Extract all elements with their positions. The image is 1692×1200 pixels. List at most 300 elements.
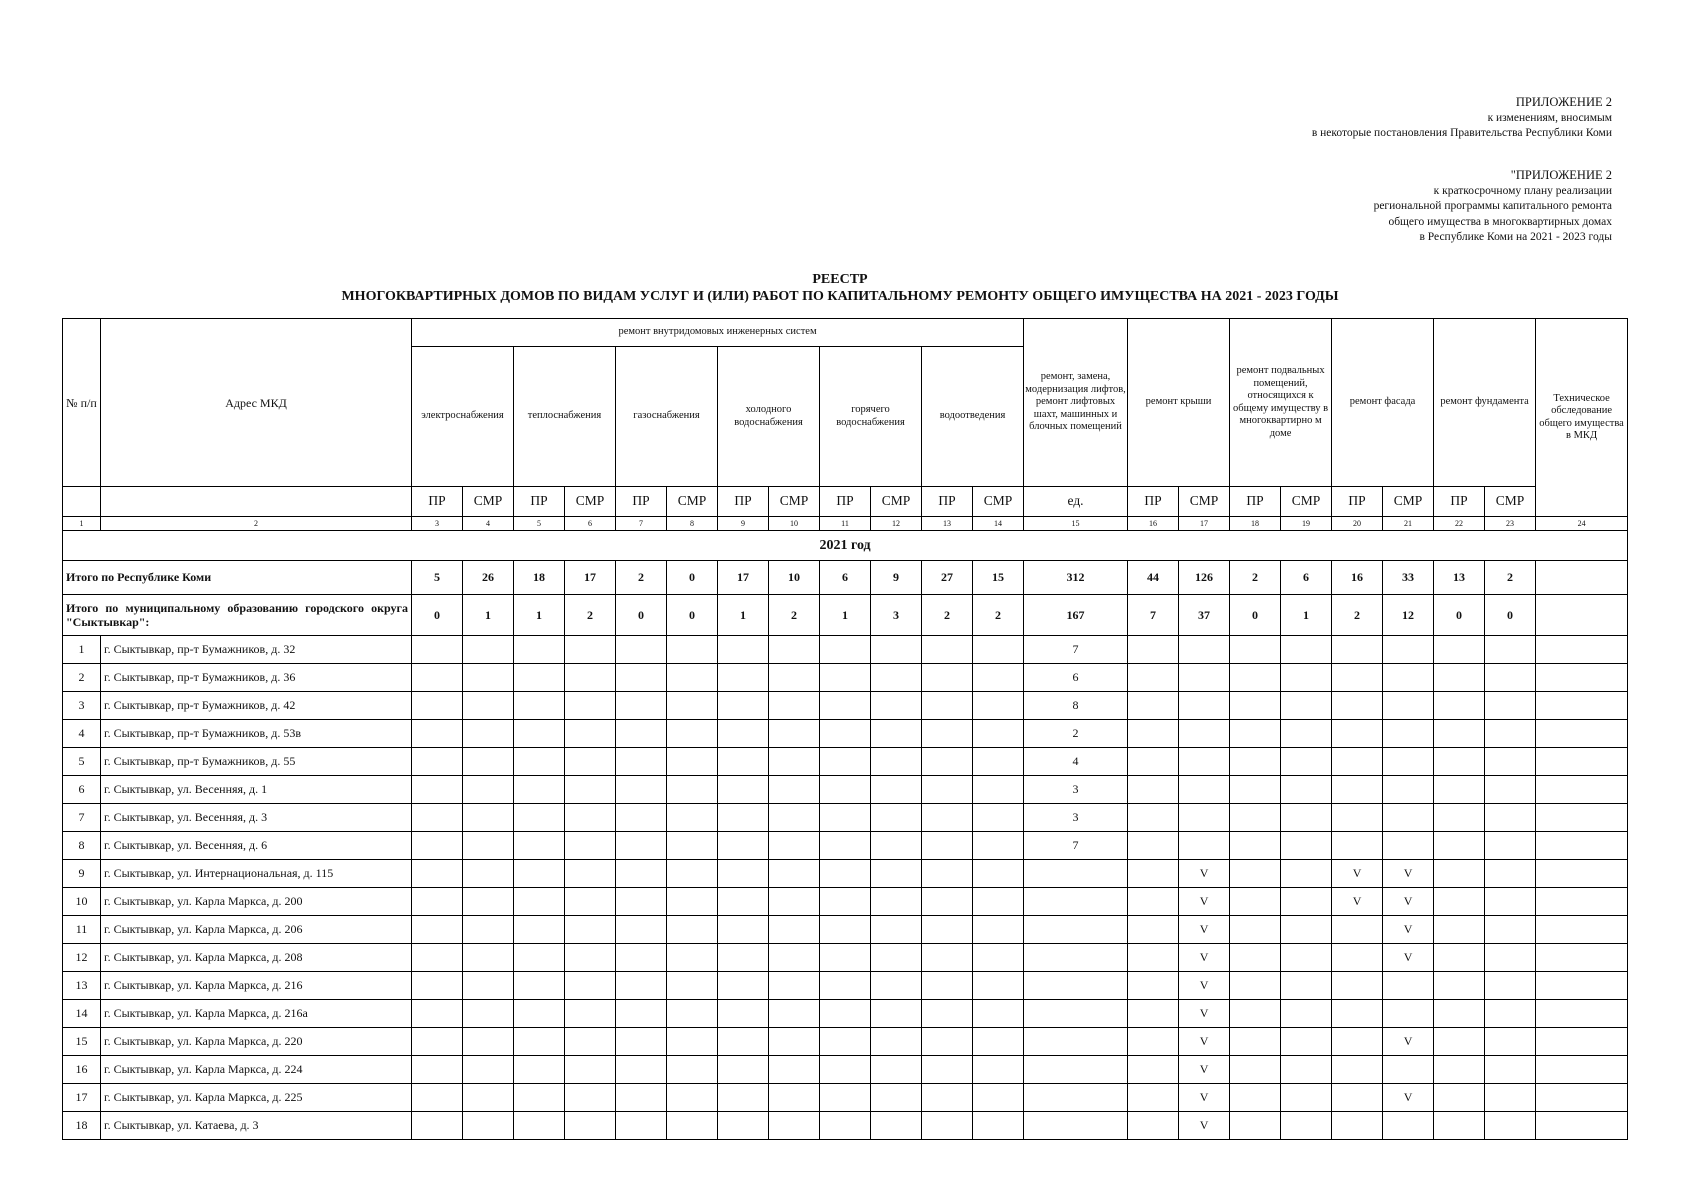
row-cell: [973, 1028, 1024, 1056]
total-syktyvkar-row-value: 2: [565, 595, 616, 636]
row-cell: [514, 804, 565, 832]
table-row: [63, 860, 1628, 888]
row-basement-pr: [1230, 720, 1281, 748]
row-cell: [871, 776, 922, 804]
row-cell: [514, 776, 565, 804]
row-cell: [514, 832, 565, 860]
row-cell: [973, 1000, 1024, 1028]
row-cell: [922, 916, 973, 944]
row-cell: [922, 636, 973, 664]
sub-header-pr: ПР: [820, 487, 871, 517]
row-cell: [820, 636, 871, 664]
row-foundation-pr: [1434, 720, 1485, 748]
row-cell: [667, 776, 718, 804]
row-cell: [718, 1000, 769, 1028]
total-syktyvkar-row-value: 2: [922, 595, 973, 636]
row-tech: [1536, 1000, 1628, 1028]
row-roof-pr: [1128, 748, 1179, 776]
row-cell: [514, 1056, 565, 1084]
row-number: 17: [63, 1084, 101, 1112]
total-syktyvkar-row-label: Итого по муниципальному образованию городского округа "Сыктывкар":: [63, 595, 412, 636]
row-cell: [667, 1084, 718, 1112]
row-basement-smr: [1281, 944, 1332, 972]
row-facade-pr: [1332, 1028, 1383, 1056]
row-cell: [667, 720, 718, 748]
row-foundation-pr: [1434, 1028, 1485, 1056]
row-roof-pr: [1128, 1084, 1179, 1112]
row-roof-smr: V: [1179, 1028, 1230, 1056]
total-komi-row-value: 5: [412, 561, 463, 595]
row-foundation-pr: [1434, 860, 1485, 888]
row-basement-smr: [1281, 692, 1332, 720]
row-facade-smr: [1383, 1056, 1434, 1084]
row-cell: [667, 748, 718, 776]
column-number: 3: [412, 517, 463, 531]
row-cell: [412, 1112, 463, 1140]
row-lift: [1024, 1056, 1128, 1084]
row-facade-smr: [1383, 1000, 1434, 1028]
row-cell: [616, 1112, 667, 1140]
row-roof-smr: [1179, 804, 1230, 832]
row-roof-pr: [1128, 888, 1179, 916]
row-tech: [1536, 944, 1628, 972]
row-cell: [667, 1112, 718, 1140]
row-cell: [922, 748, 973, 776]
row-cell: [463, 748, 514, 776]
total-komi-row-value: 13: [1434, 561, 1485, 595]
row-facade-pr: V: [1332, 888, 1383, 916]
row-cell: [412, 860, 463, 888]
total-syktyvkar-row-value: 2: [973, 595, 1024, 636]
sub-header-smr: СМР: [565, 487, 616, 517]
sub-header-pr: ПР: [1128, 487, 1179, 517]
row-cell: [412, 1084, 463, 1112]
column-number: 6: [565, 517, 616, 531]
row-lift: [1024, 944, 1128, 972]
total-syktyvkar-row-value: 1: [463, 595, 514, 636]
row-cell: [565, 692, 616, 720]
sub-header-pr: ПР: [616, 487, 667, 517]
row-cell: [769, 776, 820, 804]
row-cell: [514, 748, 565, 776]
col-header-lift: ремонт, замена, модернизация лифтов, ремонт лифтовых шахт, машинных и блочных помещений: [1024, 319, 1128, 487]
row-tech: [1536, 1056, 1628, 1084]
row-cell: [412, 944, 463, 972]
row-roof-smr: [1179, 748, 1230, 776]
col-header-cold-water: холодного водоснабжения: [718, 347, 820, 487]
row-lift: [1024, 888, 1128, 916]
row-foundation-smr: [1485, 636, 1536, 664]
total-syktyvkar-row: [63, 595, 1628, 636]
row-roof-smr: V: [1179, 972, 1230, 1000]
col-header-basement: ремонт подвальных помещений, относящихся к общему имуществу в многоквартирно м доме: [1230, 319, 1332, 487]
row-lift: [1024, 1112, 1128, 1140]
row-lift: 7: [1024, 832, 1128, 860]
row-tech: [1536, 860, 1628, 888]
row-roof-pr: [1128, 776, 1179, 804]
registry-table: [62, 318, 1628, 1140]
table-row: [63, 1000, 1628, 1028]
row-cell: [412, 748, 463, 776]
table-row: [63, 832, 1628, 860]
table-row: [63, 720, 1628, 748]
year-row: [63, 531, 1628, 561]
row-foundation-smr: [1485, 804, 1536, 832]
row-foundation-smr: [1485, 1056, 1536, 1084]
total-komi-row-value: 312: [1024, 561, 1128, 595]
table-row: [63, 972, 1628, 1000]
col-header-tech-inspection: Техническое обследование общего имущества в МКД: [1536, 319, 1628, 517]
row-basement-pr: [1230, 972, 1281, 1000]
appendix-line: в некоторые постановления Правительства Республики Коми: [1311, 127, 1612, 139]
row-cell: [820, 944, 871, 972]
row-foundation-pr: [1434, 1112, 1485, 1140]
row-cell: [412, 888, 463, 916]
total-komi-row-value: 16: [1332, 561, 1383, 595]
row-basement-pr: [1230, 1028, 1281, 1056]
row-roof-pr: [1128, 1056, 1179, 1084]
row-cell: [514, 944, 565, 972]
row-cell: [973, 692, 1024, 720]
row-cell: [718, 860, 769, 888]
row-cell: [412, 1000, 463, 1028]
row-basement-pr: [1230, 664, 1281, 692]
row-cell: [463, 888, 514, 916]
row-cell: [514, 636, 565, 664]
row-cell: [616, 636, 667, 664]
row-foundation-smr: [1485, 1112, 1536, 1140]
row-cell: [463, 664, 514, 692]
row-cell: [871, 804, 922, 832]
row-cell: [871, 944, 922, 972]
row-cell: [769, 1000, 820, 1028]
row-cell: [412, 832, 463, 860]
row-basement-pr: [1230, 804, 1281, 832]
col-header-foundation: ремонт фундамента: [1434, 319, 1536, 487]
row-address: г. Сыктывкар, ул. Весенняя, д. 6: [101, 832, 412, 860]
row-tech: [1536, 888, 1628, 916]
row-roof-pr: [1128, 1112, 1179, 1140]
row-basement-pr: [1230, 1112, 1281, 1140]
row-cell: [871, 860, 922, 888]
row-cell: [769, 972, 820, 1000]
row-basement-pr: [1230, 776, 1281, 804]
row-facade-pr: [1332, 804, 1383, 832]
appendix-title: ПРИЛОЖЕНИЕ 2: [1515, 95, 1612, 109]
row-cell: [871, 1112, 922, 1140]
total-syktyvkar-row-value: 0: [616, 595, 667, 636]
appendix-line: общего имущества в многоквартирных домах: [1388, 215, 1612, 228]
total-syktyvkar-row-value: 0: [1230, 595, 1281, 636]
row-basement-smr: [1281, 776, 1332, 804]
row-foundation-smr: [1485, 972, 1536, 1000]
row-number: 11: [63, 916, 101, 944]
row-cell: [718, 888, 769, 916]
sub-header-smr: СМР: [1485, 487, 1536, 517]
column-number: 15: [1024, 517, 1128, 531]
row-cell: [463, 1028, 514, 1056]
row-roof-pr: [1128, 804, 1179, 832]
row-cell: [616, 860, 667, 888]
row-cell: [616, 692, 667, 720]
row-cell: [922, 720, 973, 748]
table-row: [63, 748, 1628, 776]
row-cell: [871, 1056, 922, 1084]
row-foundation-pr: [1434, 944, 1485, 972]
row-cell: [871, 636, 922, 664]
row-cell: [616, 720, 667, 748]
row-cell: [667, 804, 718, 832]
row-cell: [667, 916, 718, 944]
row-facade-smr: [1383, 1112, 1434, 1140]
sub-header-pr: ПР: [412, 487, 463, 517]
row-cell: [973, 748, 1024, 776]
total-syktyvkar-row-value: 0: [1485, 595, 1536, 636]
row-facade-pr: [1332, 972, 1383, 1000]
row-address: г. Сыктывкар, пр-т Бумажников, д. 42: [101, 692, 412, 720]
total-komi-row-value: 0: [667, 561, 718, 595]
row-cell: [871, 1000, 922, 1028]
row-lift: [1024, 916, 1128, 944]
row-cell: [922, 1112, 973, 1140]
row-foundation-pr: [1434, 636, 1485, 664]
row-cell: [412, 804, 463, 832]
row-tech: [1536, 972, 1628, 1000]
row-lift: [1024, 860, 1128, 888]
row-cell: [769, 832, 820, 860]
row-facade-pr: V: [1332, 860, 1383, 888]
row-cell: [769, 916, 820, 944]
row-facade-smr: [1383, 972, 1434, 1000]
row-cell: [463, 692, 514, 720]
row-facade-pr: [1332, 944, 1383, 972]
row-cell: [463, 972, 514, 1000]
row-facade-pr: [1332, 1000, 1383, 1028]
row-cell: [769, 944, 820, 972]
row-cell: [922, 776, 973, 804]
column-number: 23: [1485, 517, 1536, 531]
row-cell: [718, 1028, 769, 1056]
sub-header-smr: СМР: [769, 487, 820, 517]
row-address: г. Сыктывкар, ул. Карла Маркса, д. 206: [101, 916, 412, 944]
table-row: [63, 1084, 1628, 1112]
sub-header-pr: ПР: [1434, 487, 1485, 517]
row-cell: [565, 748, 616, 776]
table-row: [63, 1112, 1628, 1140]
row-cell: [973, 664, 1024, 692]
column-number: 2: [101, 517, 412, 531]
row-roof-pr: [1128, 972, 1179, 1000]
column-number: 4: [463, 517, 514, 531]
row-facade-pr: [1332, 636, 1383, 664]
row-basement-smr: [1281, 720, 1332, 748]
row-cell: [922, 888, 973, 916]
row-cell: [973, 888, 1024, 916]
row-cell: [922, 804, 973, 832]
total-komi-row-value: 2: [1230, 561, 1281, 595]
row-cell: [565, 1028, 616, 1056]
row-lift: [1024, 1028, 1128, 1056]
row-cell: [820, 916, 871, 944]
row-foundation-smr: [1485, 692, 1536, 720]
table-row: [63, 916, 1628, 944]
sub-header-smr: СМР: [973, 487, 1024, 517]
row-number: 9: [63, 860, 101, 888]
table-row: [63, 776, 1628, 804]
row-basement-smr: [1281, 888, 1332, 916]
document-title-line1: РЕЕСТР: [812, 272, 868, 287]
row-basement-smr: [1281, 1084, 1332, 1112]
row-cell: [565, 888, 616, 916]
row-cell: [871, 664, 922, 692]
row-cell: [718, 720, 769, 748]
row-foundation-pr: [1434, 692, 1485, 720]
row-address: г. Сыктывкар, ул. Весенняя, д. 3: [101, 804, 412, 832]
row-cell: [820, 692, 871, 720]
row-basement-pr: [1230, 748, 1281, 776]
row-foundation-smr: [1485, 748, 1536, 776]
row-cell: [463, 1084, 514, 1112]
row-cell: [820, 832, 871, 860]
row-cell: [565, 776, 616, 804]
row-foundation-pr: [1434, 1056, 1485, 1084]
col-header-engineering: ремонт внутридомовых инженерных систем: [412, 319, 1024, 347]
total-komi-row: [63, 561, 1628, 595]
appendix-header-2: [1374, 168, 1612, 246]
row-cell: [871, 972, 922, 1000]
row-cell: [412, 776, 463, 804]
row-foundation-smr: [1485, 916, 1536, 944]
row-basement-pr: [1230, 888, 1281, 916]
row-cell: [616, 972, 667, 1000]
row-cell: [667, 664, 718, 692]
row-address: г. Сыктывкар, ул. Весенняя, д. 1: [101, 776, 412, 804]
row-roof-pr: [1128, 720, 1179, 748]
total-syktyvkar-row-value: 1: [514, 595, 565, 636]
row-lift: 8: [1024, 692, 1128, 720]
row-foundation-pr: [1434, 832, 1485, 860]
row-cell: [616, 804, 667, 832]
row-cell: [973, 776, 1024, 804]
row-cell: [565, 944, 616, 972]
row-cell: [463, 1000, 514, 1028]
row-cell: [667, 944, 718, 972]
total-komi-row-value: 9: [871, 561, 922, 595]
col-header-gas: газоснабжения: [616, 347, 718, 487]
row-number: 18: [63, 1112, 101, 1140]
row-foundation-smr: [1485, 860, 1536, 888]
total-komi-row-value: [1536, 561, 1628, 595]
total-komi-row-value: 17: [565, 561, 616, 595]
row-facade-smr: [1383, 636, 1434, 664]
row-number: 7: [63, 804, 101, 832]
appendix-header: [1312, 95, 1612, 142]
row-facade-smr: [1383, 664, 1434, 692]
row-cell: [769, 664, 820, 692]
row-roof-smr: [1179, 720, 1230, 748]
row-facade-smr: V: [1383, 888, 1434, 916]
row-lift: [1024, 1000, 1128, 1028]
row-cell: [616, 664, 667, 692]
row-cell: [514, 664, 565, 692]
col-header-roof: ремонт крыши: [1128, 319, 1230, 487]
row-basement-pr: [1230, 832, 1281, 860]
row-cell: [616, 888, 667, 916]
row-cell: [463, 1112, 514, 1140]
column-number: 9: [718, 517, 769, 531]
row-basement-pr: [1230, 1084, 1281, 1112]
row-roof-smr: V: [1179, 1056, 1230, 1084]
row-cell: [973, 1084, 1024, 1112]
total-syktyvkar-row-value: 1: [1281, 595, 1332, 636]
row-foundation-pr: [1434, 916, 1485, 944]
total-syktyvkar-row-value: 7: [1128, 595, 1179, 636]
row-facade-smr: [1383, 804, 1434, 832]
row-cell: [718, 944, 769, 972]
table-row: [63, 1028, 1628, 1056]
row-cell: [922, 1000, 973, 1028]
row-roof-pr: [1128, 860, 1179, 888]
total-komi-row-value: 10: [769, 561, 820, 595]
row-cell: [667, 1056, 718, 1084]
row-cell: [820, 972, 871, 1000]
row-basement-smr: [1281, 916, 1332, 944]
row-basement-pr: [1230, 692, 1281, 720]
row-cell: [769, 692, 820, 720]
row-roof-smr: [1179, 776, 1230, 804]
row-address: г. Сыктывкар, ул. Карла Маркса, д. 208: [101, 944, 412, 972]
column-number: 12: [871, 517, 922, 531]
row-tech: [1536, 1028, 1628, 1056]
row-cell: [412, 916, 463, 944]
row-cell: [871, 832, 922, 860]
row-cell: [769, 1112, 820, 1140]
row-roof-pr: [1128, 1028, 1179, 1056]
table-row: [63, 888, 1628, 916]
col-header-address: Адрес МКД: [101, 319, 412, 487]
row-basement-smr: [1281, 972, 1332, 1000]
appendix-line: к изменениям, вносимым: [1487, 111, 1612, 124]
row-facade-smr: V: [1383, 860, 1434, 888]
col-header-number: № п/п: [63, 319, 101, 487]
row-cell: [514, 1028, 565, 1056]
row-number: 12: [63, 944, 101, 972]
row-cell: [820, 1000, 871, 1028]
total-syktyvkar-row-value: 2: [1332, 595, 1383, 636]
row-cell: [514, 888, 565, 916]
row-cell: [769, 860, 820, 888]
row-cell: [565, 636, 616, 664]
row-cell: [820, 1084, 871, 1112]
row-cell: [820, 748, 871, 776]
row-facade-pr: [1332, 664, 1383, 692]
row-cell: [565, 720, 616, 748]
row-facade-smr: [1383, 720, 1434, 748]
document-title-line2: МНОГОКВАРТИРНЫХ ДОМОВ ПО ВИДАМ УСЛУГ И (ИЛИ) РАБОТ ПО КАПИТАЛЬНОМУ РЕМОНТУ ОБЩЕГО ИМУЩЕСТВА НА 2021 - 2023 ГОДЫ: [341, 289, 1339, 304]
row-basement-pr: [1230, 636, 1281, 664]
row-cell: [769, 888, 820, 916]
row-cell: [718, 832, 769, 860]
row-cell: [667, 888, 718, 916]
row-number: 4: [63, 720, 101, 748]
row-cell: [667, 1028, 718, 1056]
row-foundation-pr: [1434, 664, 1485, 692]
row-cell: [463, 720, 514, 748]
row-cell: [412, 1056, 463, 1084]
row-cell: [565, 972, 616, 1000]
total-syktyvkar-row-value: 12: [1383, 595, 1434, 636]
sub-header-pr: ПР: [922, 487, 973, 517]
